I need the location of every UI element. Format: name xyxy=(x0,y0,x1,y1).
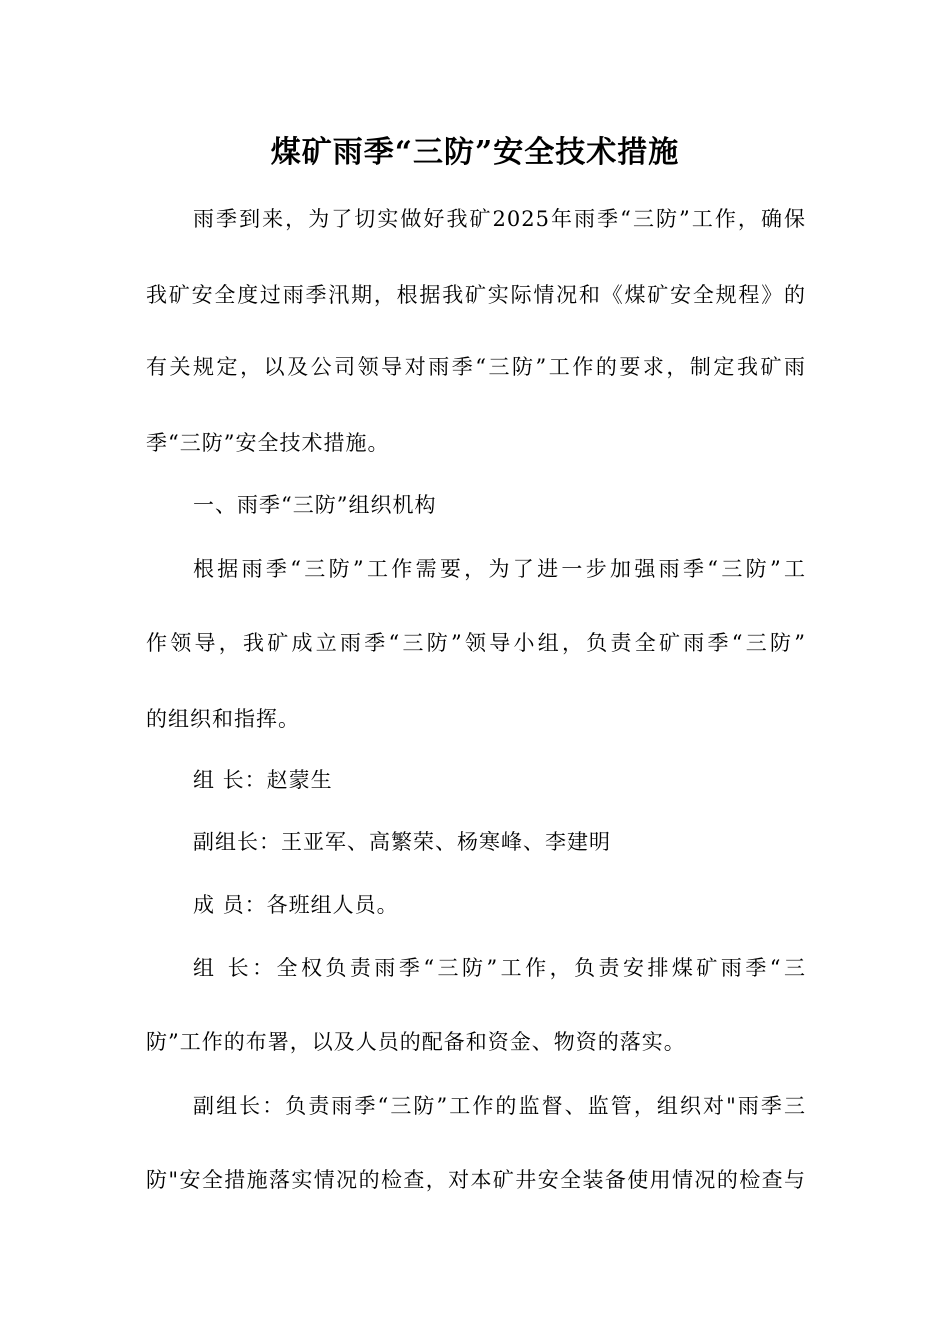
paragraph-line: 防"安全措施落实情况的检查，对本矿井安全装备使用情况的检查与 xyxy=(146,1168,806,1192)
paragraph-line: 组 长：全权负责雨季“三防”工作，负责安排煤矿雨季“三 xyxy=(193,956,806,980)
paragraph-line: 雨季到来，为了切实做好我矿2025年雨季“三防”工作，确保 xyxy=(193,207,806,231)
paragraph-line: 有关规定，以及公司领导对雨季“三防”工作的要求，制定我矿雨 xyxy=(146,355,806,379)
paragraph-line: 根据雨季“三防”工作需要，为了进一步加强雨季“三防”工 xyxy=(193,557,806,581)
members-line: 成 员：各班组人员。 xyxy=(193,893,399,917)
section-heading: 一、雨季“三防”组织机构 xyxy=(193,493,437,517)
paragraph-line: 作领导，我矿成立雨季“三防”领导小组，负责全矿雨季“三防” xyxy=(146,631,806,655)
paragraph-line: 我矿安全度过雨季汛期，根据我矿实际情况和《煤矿安全规程》的 xyxy=(146,283,806,307)
paragraph-line: 季“三防”安全技术措施。 xyxy=(146,431,390,455)
paragraph-line: 防”工作的布署，以及人员的配备和资金、物资的落实。 xyxy=(146,1030,686,1054)
document-title: 煤矿雨季“三防”安全技术措施 xyxy=(270,135,680,170)
paragraph-line: 副组长：负责雨季“三防”工作的监督、监管，组织对"雨季三 xyxy=(193,1094,806,1118)
deputy-leader-line: 副组长：王亚军、高繁荣、杨寒峰、李建明 xyxy=(193,830,611,854)
team-leader-line: 组 长：赵蒙生 xyxy=(193,768,333,792)
paragraph-line: 的组织和指挥。 xyxy=(146,707,300,731)
